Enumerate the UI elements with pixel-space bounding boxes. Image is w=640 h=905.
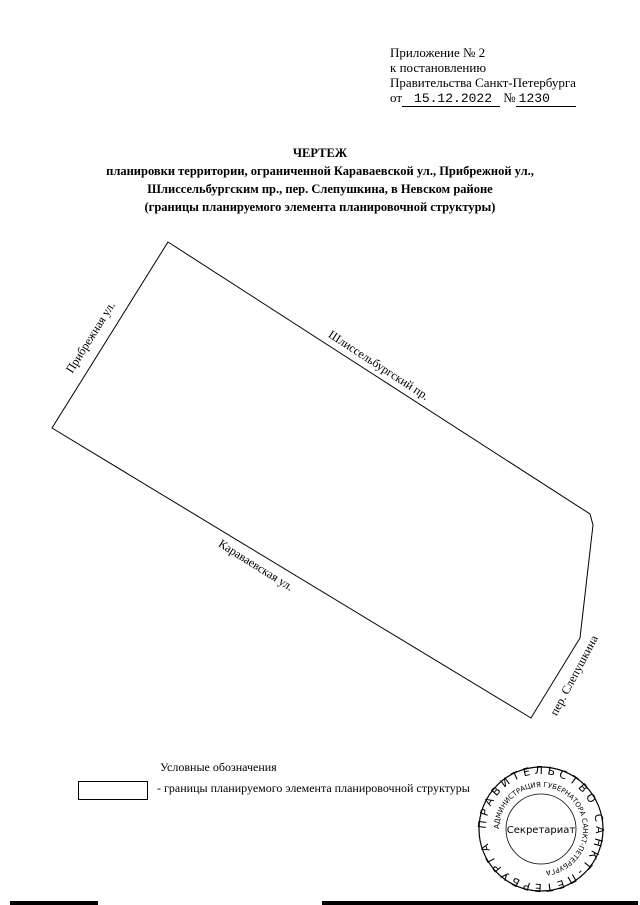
street-label-shlisselburgsky: Шлиссельбургский пр. [325, 327, 432, 403]
date-prefix: от [390, 90, 403, 105]
decree-number: 1230 [516, 91, 576, 107]
stamp-center-text: Секретариат [506, 825, 576, 836]
street-label-slepushkina: пер. Слепушкина [546, 632, 601, 718]
legend-boundary-swatch [78, 781, 148, 800]
number-prefix: № [503, 90, 516, 105]
drawing-subtitle-2: Шлиссельбургским пр., пер. Слепушкина, в Невском районе [147, 182, 493, 196]
appendix-ref: к постановлению [390, 60, 487, 75]
territory-boundary [52, 242, 593, 718]
appendix-number: Приложение № 2 [390, 45, 486, 60]
stamp-outer-text: ПРАВИТЕЛЬСТВО САНКТ-ПЕТЕРБУРГА [476, 764, 606, 894]
drawing-title: ЧЕРТЕЖ [292, 146, 348, 160]
drawing-subtitle-1: планировки территории, ограниченной Караваевской ул., Прибрежной ул., [106, 164, 534, 178]
stamp-inner-text: АДМИНИСТРАЦИЯ ГУБЕРНАТОРА САНКТ-ПЕТЕРБУРГА [492, 780, 590, 877]
scan-edge-bar-right [322, 901, 638, 905]
appendix-authority: Правительства Санкт-Петербурга [390, 75, 576, 90]
drawing-subtitle-3: (границы планируемого элемента планировочной структуры) [144, 200, 496, 214]
secretariat-stamp [476, 764, 606, 894]
legend-title: Условные обозначения [160, 760, 277, 774]
legend-boundary-text: - границы планируемого элемента планировочной структуры [157, 781, 470, 795]
street-label-karavaevskaya: Караваевская ул. [216, 536, 297, 594]
street-label-pribrezhnaya: Прибрежная ул. [62, 298, 118, 376]
decree-date: 15.12.2022 [402, 91, 500, 107]
scan-edge-bar-left [10, 901, 98, 905]
